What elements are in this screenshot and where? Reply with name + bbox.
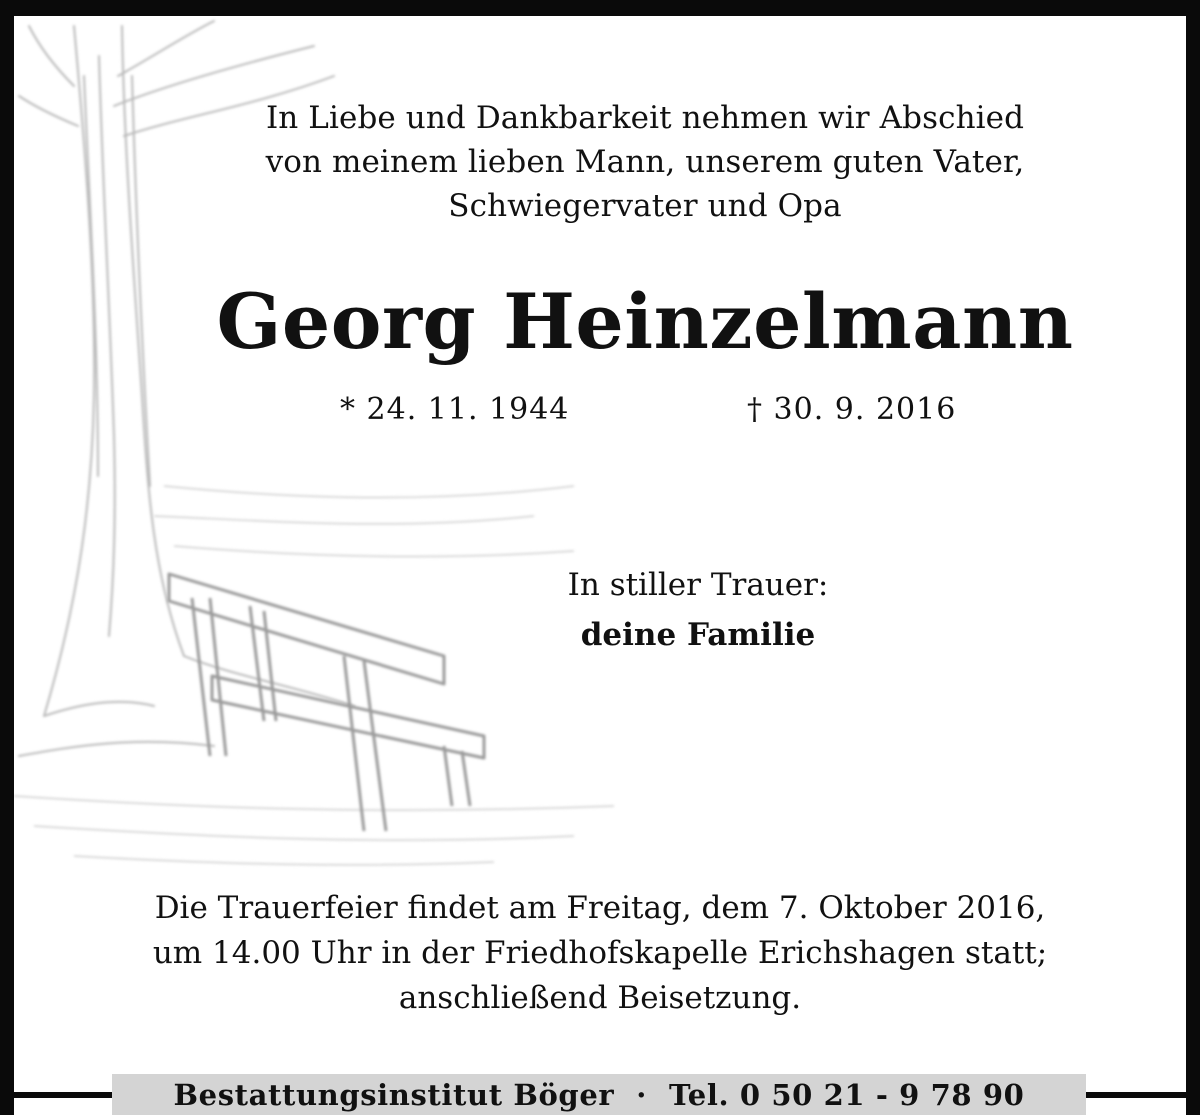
- mourning-line: In stiller Trauer:: [567, 567, 829, 603]
- birth-date: * 24. 11. 1944: [340, 392, 570, 427]
- funeral-line-3: anschließend Beisetzung.: [398, 980, 802, 1016]
- funeral-info: [90, 886, 1110, 1021]
- funeral-home-name: Bestattungsinstitut Böger: [173, 1077, 615, 1112]
- footer-separator: ·: [636, 1077, 647, 1112]
- intro-line-1: In Liebe und Dankbarkeit nehmen wir Abschied: [265, 100, 1025, 136]
- intro-text: [120, 96, 1170, 228]
- funeral-line-1: Die Trauerfeier findet am Freitag, dem 7. Oktober 2016,: [154, 890, 1046, 926]
- mourning-block: [548, 560, 848, 660]
- intro-line-3: Schwiegervater und Opa: [448, 188, 842, 224]
- deceased-name: Georg Heinzelmann: [216, 277, 1074, 366]
- intro-line-2: von meinem lieben Mann, unserem guten Vater,: [265, 144, 1025, 180]
- death-date: † 30. 9. 2016: [747, 392, 957, 427]
- footer-banner: [112, 1074, 1086, 1115]
- funeral-line-2: um 14.00 Uhr in der Friedhofskapelle Erichshagen statt;: [152, 935, 1048, 971]
- funeral-home-phone: Tel. 0 50 21 - 9 78 90: [668, 1077, 1025, 1112]
- footer: [0, 1074, 1200, 1115]
- family-signature: deine Familie: [580, 617, 816, 653]
